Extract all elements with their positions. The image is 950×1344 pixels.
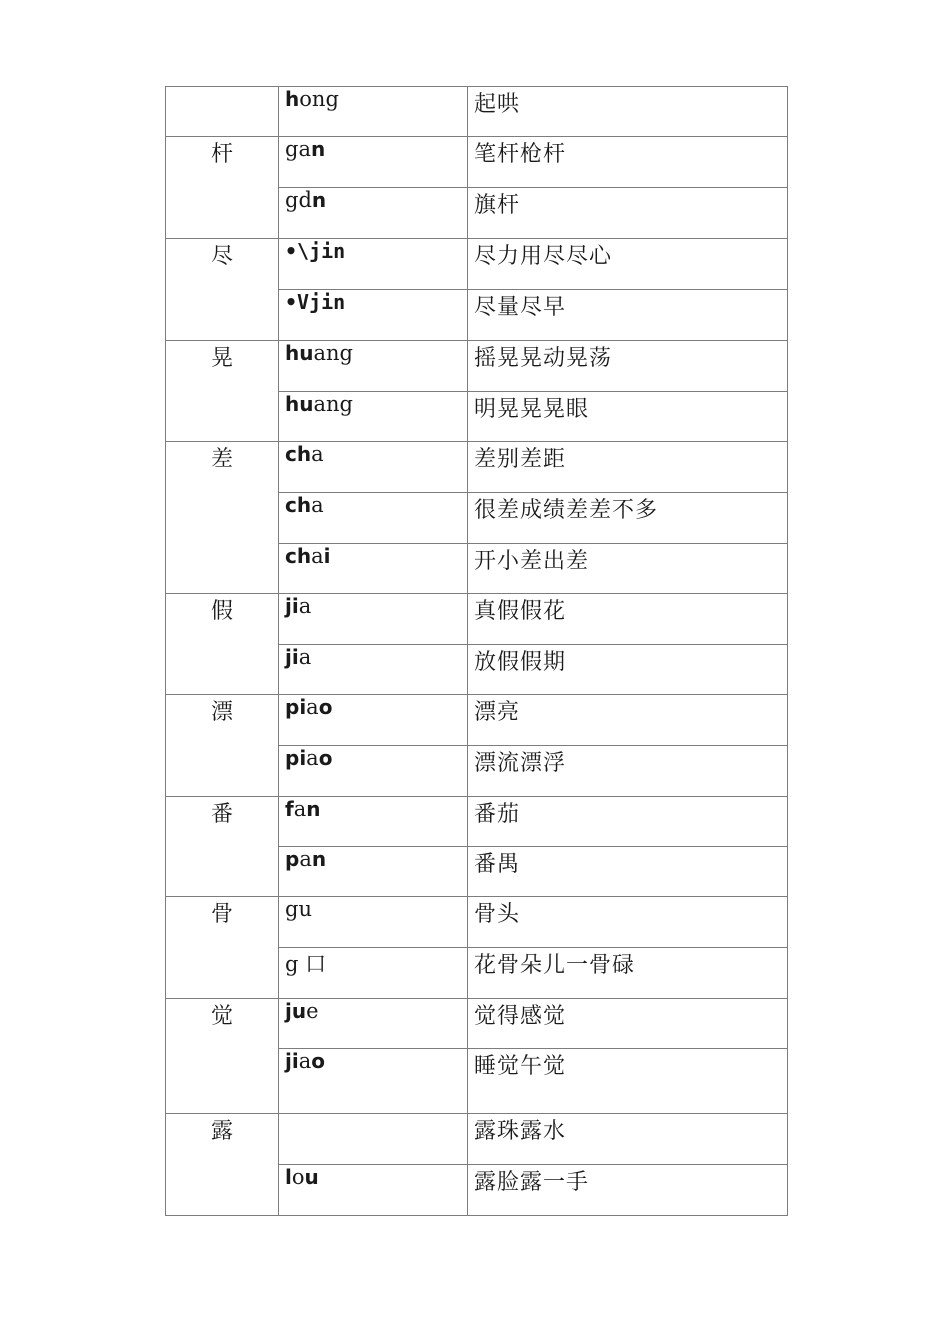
example-words-cell: 花骨朵儿一骨碌 [468, 948, 788, 999]
pinyin-segment: n [306, 797, 321, 821]
pinyin-cell [279, 392, 468, 442]
pinyin-segment: h [285, 87, 300, 111]
table-row [166, 1114, 788, 1165]
pinyin-segment: a [298, 1049, 312, 1073]
pinyin-segment: in [321, 290, 346, 314]
pinyin-segment: •Vj [285, 290, 322, 314]
table-row [166, 999, 788, 1049]
pinyin-segment: a [311, 442, 324, 466]
example-words-cell: 明晃晃晃眼 [468, 392, 788, 442]
pinyin-cell [279, 1049, 468, 1114]
pinyin-segment: a [311, 544, 324, 568]
table-row [166, 239, 788, 290]
example-words-cell: 笔杆枪杆 [468, 137, 788, 188]
table-row [166, 797, 788, 847]
pinyin-segment: ch [285, 544, 312, 568]
character-cell: 露 [166, 1114, 279, 1216]
example-words-cell: 很差成绩差差不多 [468, 493, 788, 544]
pinyin-segment: ju [285, 999, 307, 1023]
pinyin-segment: e [306, 999, 319, 1023]
pinyin-cell [279, 239, 468, 290]
example-words-cell: 真假假花 [468, 594, 788, 645]
pinyin-segment: ch [285, 442, 312, 466]
example-words-cell: 露脸露一手 [468, 1165, 788, 1216]
pinyin-cell [279, 695, 468, 746]
pinyin-segment: hu [285, 392, 314, 416]
character-cell [166, 87, 279, 137]
pinyin-segment: n [311, 188, 327, 212]
example-words-cell: 摇晃晃动晃荡 [468, 341, 788, 392]
pinyin-cell [279, 746, 468, 797]
pinyin-cell [279, 948, 468, 999]
pinyin-cell [279, 999, 468, 1049]
pinyin-cell [279, 188, 468, 239]
pinyin-segment: f [285, 797, 294, 821]
example-words-cell: 放假假期 [468, 645, 788, 695]
pinyin-segment: in [321, 239, 346, 263]
pinyin-segment: a [299, 847, 312, 871]
table-row [166, 341, 788, 392]
pinyin-segment: a [306, 695, 319, 719]
example-words-cell: 番茄 [468, 797, 788, 847]
example-words-cell: 番禺 [468, 847, 788, 897]
pinyin-cell [279, 544, 468, 594]
character-cell: 尽 [166, 239, 279, 341]
pinyin-segment: an [313, 392, 340, 416]
pinyin-segment: a [298, 645, 312, 669]
pinyin-cell [279, 645, 468, 695]
pinyin-cell [279, 797, 468, 847]
pinyin-segment: p [285, 847, 300, 871]
example-words-cell: 尽量尽早 [468, 290, 788, 341]
pinyin-segment: o [311, 1049, 325, 1073]
pinyin-segment: o [318, 695, 333, 719]
pinyin-segment: n [311, 847, 327, 871]
table-row [166, 442, 788, 493]
pinyin-cell [279, 1165, 468, 1216]
pinyin-cell [279, 847, 468, 897]
table-row [166, 137, 788, 188]
example-words-cell: 漂亮 [468, 695, 788, 746]
example-words-cell: 尽力用尽尽心 [468, 239, 788, 290]
example-words-cell: 骨头 [468, 897, 788, 948]
pinyin-cell [279, 137, 468, 188]
pinyin-cell [279, 1114, 468, 1165]
character-cell: 杆 [166, 137, 279, 239]
pinyin-segment: g [339, 392, 353, 416]
table-row [166, 897, 788, 948]
pinyin-cell [279, 341, 468, 392]
pinyin-segment: o [318, 746, 333, 770]
pinyin-segment: gu [285, 897, 312, 921]
pinyin-cell [279, 87, 468, 137]
pinyin-cell [279, 594, 468, 645]
table-row [166, 695, 788, 746]
example-words-cell: 旗杆 [468, 188, 788, 239]
pinyin-segment: a [311, 493, 324, 517]
example-words-cell: 觉得感觉 [468, 999, 788, 1049]
pinyin-segment: a [293, 797, 307, 821]
table-row [166, 594, 788, 645]
pinyin-segment: pi [285, 695, 307, 719]
example-words-cell: 差别差距 [468, 442, 788, 493]
pinyin-segment: ga [285, 137, 311, 161]
pinyin-segment: n [311, 87, 326, 111]
pinyin-segment: pi [285, 746, 307, 770]
pinyin-segment: hu [285, 341, 314, 365]
pinyin-cell [279, 493, 468, 544]
pinyin-segment: •\j [285, 239, 322, 263]
character-cell: 漂 [166, 695, 279, 797]
example-words-cell: 起哄 [468, 87, 788, 137]
pinyin-segment: ji [285, 594, 299, 618]
pinyin-cell [279, 897, 468, 948]
pinyin-cell [279, 442, 468, 493]
table-row [166, 87, 788, 137]
character-cell: 假 [166, 594, 279, 695]
pinyin-segment: gd [285, 188, 312, 212]
pinyin-segment: an [313, 341, 340, 365]
pinyin-segment: ji [285, 1049, 299, 1073]
character-cell: 番 [166, 797, 279, 897]
pinyin-segment: l [285, 1165, 292, 1189]
character-cell: 晃 [166, 341, 279, 442]
character-cell: 觉 [166, 999, 279, 1114]
pinyin-cell [279, 290, 468, 341]
pinyin-segment: g 口 [285, 952, 327, 976]
pinyin-segment: o [291, 1165, 305, 1189]
pinyin-segment: g [339, 341, 353, 365]
pinyin-segment: a [298, 594, 312, 618]
example-words-cell: 睡觉午觉 [468, 1049, 788, 1114]
pinyin-segment: g [325, 87, 339, 111]
polyphone-table [165, 86, 788, 1216]
example-words-cell: 开小差出差 [468, 544, 788, 594]
pinyin-segment: u [304, 1165, 319, 1189]
example-words-cell: 漂流漂浮 [468, 746, 788, 797]
pinyin-segment: a [306, 746, 319, 770]
pinyin-segment: ji [285, 645, 299, 669]
pinyin-segment: ch [285, 493, 312, 517]
pinyin-segment: o [299, 87, 312, 111]
character-cell: 差 [166, 442, 279, 594]
pinyin-segment: n [310, 137, 326, 161]
character-cell: 骨 [166, 897, 279, 999]
example-words-cell: 露珠露水 [468, 1114, 788, 1165]
pinyin-segment: i [323, 544, 331, 568]
